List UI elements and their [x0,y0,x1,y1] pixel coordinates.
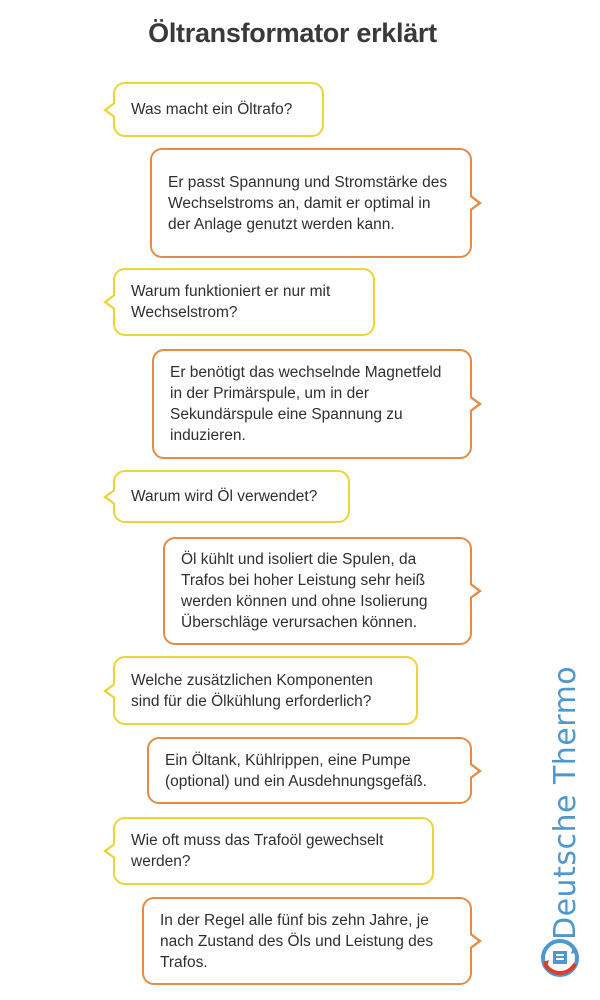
answer-bubble [150,148,472,258]
question-text: Was macht ein Öltrafo? [131,101,293,118]
question-text: Warum funktioniert er nur mit Wechselstrom? [131,283,331,321]
question-text: Welche zusätzlichen Komponenten sind für die Ölkühlung erforderlich? [131,671,373,710]
answer-text: Ein Öltank, Kühlrippen, eine Pumpe (optional) und ein Ausdehnungsgefäß. [165,751,427,790]
answer-text: Öl kühlt und isoliert die Spulen, da Trafos bei hoher Leistung sehr heiß werden können und ohne Isolierung Überschläge verursachen können. [181,551,428,631]
page-title: Öltransformator erklärt [148,18,437,48]
question-bubble [113,470,350,523]
answer-text: In der Regel alle fünf bis zehn Jahre, je nach Zustand des Öls und Leistung des Trafos. [160,911,434,971]
answer-bubble [147,737,472,804]
question-bubble [113,268,375,336]
question-bubble [113,82,324,137]
answer-text: Er benötigt das wechselnde Magnetfeld in der Primärspule, um in der Sekundärspule eine Spannung zu induzieren. [170,364,442,444]
answer-bubble [163,537,472,645]
brand-watermark [530,660,600,1000]
thermo-logo-icon [539,937,581,979]
question-text: Warum wird Öl verwendet? [131,488,318,505]
question-text: Wie oft muss das Trafoöl gewechselt werden? [131,832,384,870]
question-bubble [113,656,418,725]
answer-bubble [152,349,472,459]
question-bubble [113,817,434,885]
answer-text: Er passt Spannung und Stromstärke des Wechselstroms an, damit er optimal in der Anlage genutzt werden kann. [168,173,448,233]
brand-name: Deutsche Thermo [548,665,583,940]
answer-bubble [142,897,472,985]
